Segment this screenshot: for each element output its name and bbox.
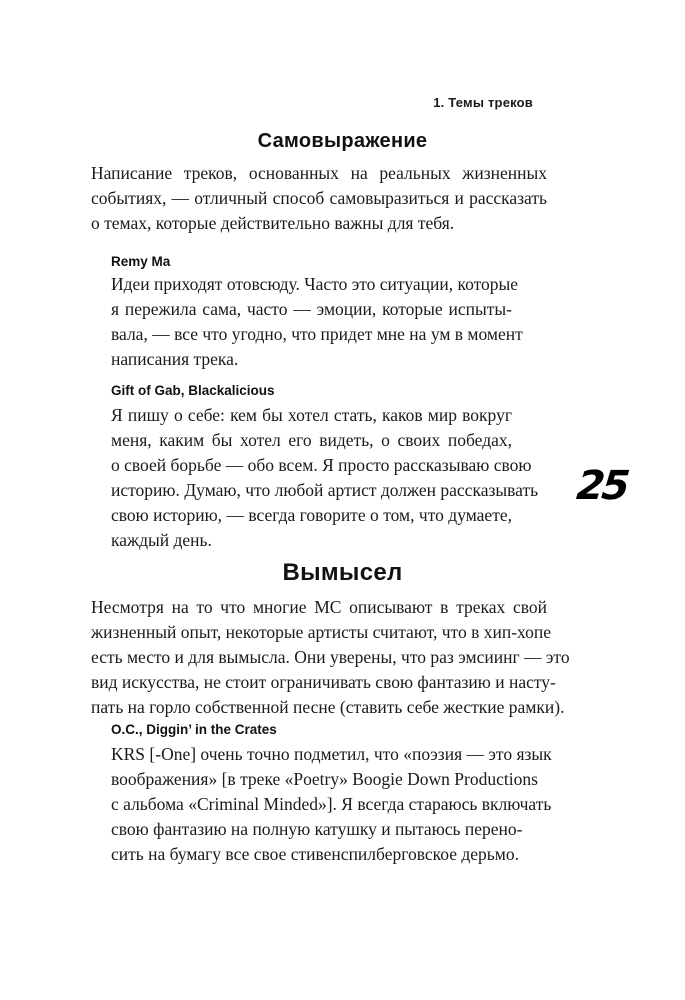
text-line: пать на горло собственной песне (ставить себе жесткие рамки). <box>91 697 565 717</box>
section-heading-fiction: Вымысел <box>282 559 403 586</box>
page-number: 25 <box>574 463 630 509</box>
text-line: сить на бумагу все свое стивенспилберговское дерьмо. <box>111 844 519 864</box>
text-line: вид искусства, не стоит ограничивать свою фантазию и насту- <box>91 672 556 692</box>
text-line: Написание треков, основанных на реальных жизненных <box>91 163 547 183</box>
text-line: воображения» [в треке «Poetry» Boogie Down Productions <box>111 769 538 789</box>
text-line: о своей борьбе — обо всем. Я просто рассказываю свою <box>111 455 532 475</box>
text-line: жизненный опыт, некоторые артисты считают, что в хип-хопе <box>91 622 552 642</box>
text-line: вала, — все что угодно, что придет мне на ум в момент <box>111 324 523 344</box>
text-line: о темах, которые действительно важны для тебя. <box>91 213 455 233</box>
intro-paragraph-self-expression <box>91 161 547 236</box>
text-line: написания трека. <box>111 349 239 369</box>
quote-speaker-gift-of-gab: Gift of Gab, Blackalicious <box>111 383 275 398</box>
quote-speaker-remy-ma: Remy Ma <box>111 254 171 269</box>
intro-paragraph-fiction <box>91 595 570 720</box>
running-head: 1. Темы треков <box>433 95 533 110</box>
text-line: Идеи приходят отовсюду. Часто это ситуации, которые <box>111 274 519 294</box>
text-line: я пережила сама, часто — эмоции, которые испыты- <box>111 299 512 319</box>
quote-text-oc <box>111 742 552 867</box>
text-line: историю. Думаю, что любой артист должен рассказывать <box>111 480 539 500</box>
section-heading-self-expression: Самовыражение <box>257 130 428 152</box>
text-line: каждый день. <box>111 530 212 550</box>
text-line: событиях, — отличный способ самовыразиться и рассказать <box>91 188 547 208</box>
quote-text-remy-ma <box>111 272 523 372</box>
text-line: KRS [-One] очень точно подметил, что «поэзия — это язык <box>111 744 552 764</box>
text-line: с альбома «Criminal Minded»]. Я всегда стараюсь включать <box>111 794 552 814</box>
text-line: Я пишу о себе: кем бы хотел стать, каков мир вокруг <box>111 405 512 425</box>
text-line: Несмотря на то что многие МС описывают в треках свой <box>91 597 547 617</box>
text-line: свою фантазию на полную катушку и пытаюсь перено- <box>111 819 523 839</box>
quote-speaker-oc: O.C., Diggin’ in the Crates <box>111 722 277 737</box>
text-line: есть место и для вымысла. Они уверены, что раз эмсиинг — это <box>91 647 570 667</box>
quote-text-gift-of-gab <box>111 403 539 553</box>
text-line: меня, каким бы хотел его видеть, о своих победах, <box>111 430 512 450</box>
text-line: свою историю, — всегда говорите о том, что думаете, <box>111 505 512 525</box>
